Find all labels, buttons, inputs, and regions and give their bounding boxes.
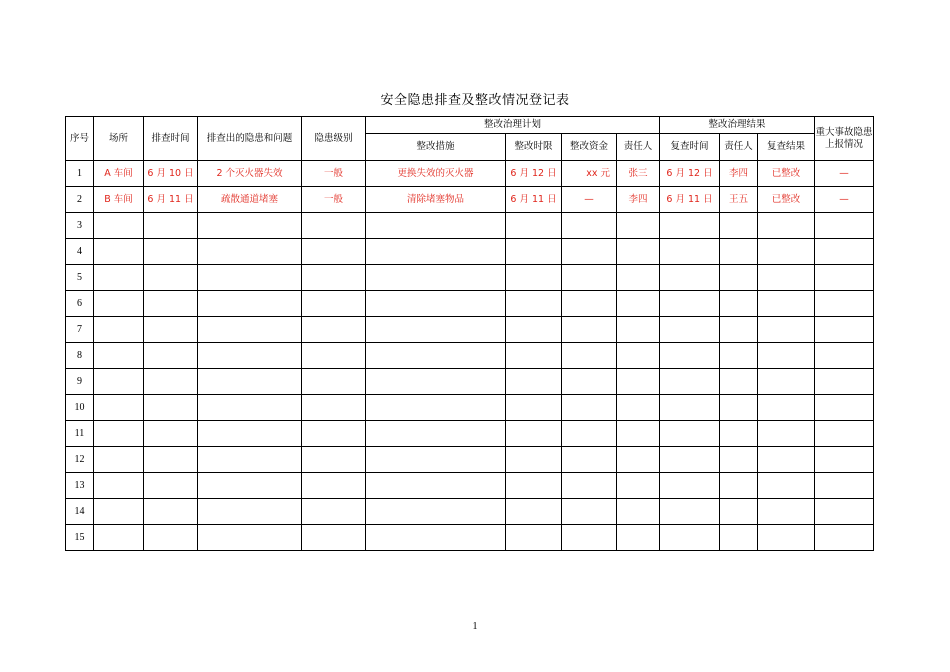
cell-check-time — [144, 421, 198, 447]
cell-funds: — — [562, 187, 617, 213]
table-body — [66, 161, 874, 551]
table-row — [66, 447, 874, 473]
cell-responsible — [617, 369, 660, 395]
cell-recheck-result: 已整改 — [758, 187, 815, 213]
cell-responsible — [617, 213, 660, 239]
cell-deadline: 6 月 12 日 — [506, 161, 562, 187]
table-row — [66, 265, 874, 291]
cell-recheck-time — [660, 343, 720, 369]
header-recheck-result: 复查结果 — [758, 134, 815, 161]
cell-level — [302, 473, 366, 499]
cell-recheck-result — [758, 213, 815, 239]
cell-check-time — [144, 395, 198, 421]
cell-responsible — [617, 447, 660, 473]
cell-recheck-time — [660, 499, 720, 525]
cell-major-report — [815, 213, 874, 239]
cell-check-time — [144, 239, 198, 265]
table-row — [66, 239, 874, 265]
cell-major-report — [815, 265, 874, 291]
cell-place: A 车间 — [94, 161, 144, 187]
cell-level: 一般 — [302, 187, 366, 213]
header-responsible: 责任人 — [617, 134, 660, 161]
page-number: 1 — [472, 621, 478, 632]
cell-funds — [562, 265, 617, 291]
cell-place — [94, 369, 144, 395]
cell-seq: 10 — [66, 395, 94, 421]
cell-funds — [562, 421, 617, 447]
cell-seq: 15 — [66, 525, 94, 551]
cell-responsible: 张三 — [617, 161, 660, 187]
cell-responsible: 李四 — [617, 187, 660, 213]
cell-deadline — [506, 473, 562, 499]
cell-check-time: 6 月 10 日 — [144, 161, 198, 187]
cell-recheck-time — [660, 317, 720, 343]
table-row — [66, 161, 874, 187]
cell-recheck-result — [758, 239, 815, 265]
cell-measures — [366, 525, 506, 551]
cell-recheck-time — [660, 369, 720, 395]
cell-major-report: — — [815, 161, 874, 187]
cell-measures — [366, 291, 506, 317]
document-title: 安全隐患排查及整改情况登记表 — [380, 93, 570, 108]
cell-check-time — [144, 213, 198, 239]
cell-seq: 13 — [66, 473, 94, 499]
cell-major-report — [815, 291, 874, 317]
cell-level — [302, 291, 366, 317]
cell-place — [94, 265, 144, 291]
cell-responsible — [617, 239, 660, 265]
cell-responsible — [617, 499, 660, 525]
cell-major-report — [815, 317, 874, 343]
cell-level — [302, 525, 366, 551]
header-major-report: 重大事故隐患上报情况 — [815, 117, 874, 161]
cell-recheck-time: 6 月 11 日 — [660, 187, 720, 213]
cell-major-report — [815, 447, 874, 473]
cell-major-report — [815, 473, 874, 499]
cell-level — [302, 239, 366, 265]
cell-hazard — [198, 473, 302, 499]
cell-place: B 车间 — [94, 187, 144, 213]
cell-place — [94, 447, 144, 473]
table-row — [66, 395, 874, 421]
header-measures: 整改措施 — [366, 134, 506, 161]
cell-hazard: 疏散通道堵塞 — [198, 187, 302, 213]
cell-recheck-responsible — [720, 317, 758, 343]
header-hazard: 排查出的隐患和问题 — [198, 117, 302, 161]
cell-recheck-responsible — [720, 447, 758, 473]
cell-measures — [366, 395, 506, 421]
cell-major-report — [815, 395, 874, 421]
cell-deadline — [506, 265, 562, 291]
cell-hazard — [198, 265, 302, 291]
cell-measures — [366, 421, 506, 447]
cell-recheck-time — [660, 473, 720, 499]
cell-funds — [562, 291, 617, 317]
table-row — [66, 369, 874, 395]
cell-recheck-time — [660, 395, 720, 421]
cell-seq: 2 — [66, 187, 94, 213]
cell-measures — [366, 317, 506, 343]
cell-responsible — [617, 265, 660, 291]
cell-recheck-responsible — [720, 421, 758, 447]
cell-check-time — [144, 291, 198, 317]
cell-recheck-result — [758, 291, 815, 317]
cell-seq: 8 — [66, 343, 94, 369]
table-row — [66, 499, 874, 525]
cell-measures: 更换失效的灭火器 — [366, 161, 506, 187]
cell-measures — [366, 265, 506, 291]
header-level: 隐患级别 — [302, 117, 366, 161]
cell-responsible — [617, 473, 660, 499]
table-row — [66, 343, 874, 369]
cell-place — [94, 499, 144, 525]
cell-major-report — [815, 525, 874, 551]
cell-responsible — [617, 317, 660, 343]
cell-seq: 14 — [66, 499, 94, 525]
cell-recheck-result — [758, 421, 815, 447]
cell-check-time — [144, 499, 198, 525]
cell-funds — [562, 343, 617, 369]
cell-major-report — [815, 239, 874, 265]
cell-hazard — [198, 343, 302, 369]
cell-check-time — [144, 473, 198, 499]
cell-recheck-result — [758, 499, 815, 525]
cell-measures — [366, 499, 506, 525]
cell-deadline — [506, 395, 562, 421]
cell-recheck-responsible: 李四 — [720, 161, 758, 187]
header-funds: 整改资金 — [562, 134, 617, 161]
header-check-time: 排查时间 — [144, 117, 198, 161]
header-seq: 序号 — [66, 117, 94, 161]
cell-deadline — [506, 291, 562, 317]
cell-recheck-responsible — [720, 291, 758, 317]
table-row — [66, 187, 874, 213]
cell-seq: 3 — [66, 213, 94, 239]
cell-hazard — [198, 369, 302, 395]
cell-major-report — [815, 369, 874, 395]
cell-measures — [366, 213, 506, 239]
cell-funds — [562, 369, 617, 395]
table-row — [66, 473, 874, 499]
cell-funds — [562, 213, 617, 239]
cell-recheck-responsible — [720, 239, 758, 265]
cell-seq: 4 — [66, 239, 94, 265]
table-row — [66, 421, 874, 447]
cell-hazard: 2 个灭火器失效 — [198, 161, 302, 187]
cell-check-time — [144, 447, 198, 473]
cell-measures: 清除堵塞物品 — [366, 187, 506, 213]
cell-deadline — [506, 525, 562, 551]
cell-funds — [562, 395, 617, 421]
cell-check-time — [144, 317, 198, 343]
cell-recheck-time — [660, 525, 720, 551]
cell-hazard — [198, 239, 302, 265]
cell-recheck-time: 6 月 12 日 — [660, 161, 720, 187]
cell-place — [94, 291, 144, 317]
cell-recheck-result — [758, 473, 815, 499]
header-place: 场所 — [94, 117, 144, 161]
cell-seq: 1 — [66, 161, 94, 187]
cell-measures — [366, 343, 506, 369]
cell-place — [94, 473, 144, 499]
cell-seq: 9 — [66, 369, 94, 395]
cell-funds: xx 元 — [562, 161, 617, 187]
cell-check-time — [144, 525, 198, 551]
cell-place — [94, 421, 144, 447]
cell-level — [302, 447, 366, 473]
cell-responsible — [617, 421, 660, 447]
cell-funds — [562, 317, 617, 343]
cell-deadline — [506, 213, 562, 239]
cell-recheck-responsible — [720, 473, 758, 499]
cell-deadline — [506, 447, 562, 473]
cell-seq: 12 — [66, 447, 94, 473]
cell-hazard — [198, 395, 302, 421]
cell-recheck-time — [660, 421, 720, 447]
cell-major-report — [815, 499, 874, 525]
cell-level — [302, 317, 366, 343]
header-recheck-time: 复查时间 — [660, 134, 720, 161]
cell-recheck-result — [758, 317, 815, 343]
cell-place — [94, 343, 144, 369]
cell-level: 一般 — [302, 161, 366, 187]
cell-level — [302, 369, 366, 395]
cell-place — [94, 317, 144, 343]
cell-recheck-responsible — [720, 213, 758, 239]
cell-recheck-responsible — [720, 369, 758, 395]
header-deadline: 整改时限 — [506, 134, 562, 161]
cell-recheck-time — [660, 239, 720, 265]
cell-deadline: 6 月 11 日 — [506, 187, 562, 213]
cell-deadline — [506, 317, 562, 343]
cell-deadline — [506, 343, 562, 369]
cell-recheck-result — [758, 343, 815, 369]
table-row — [66, 525, 874, 551]
cell-seq: 7 — [66, 317, 94, 343]
cell-measures — [366, 239, 506, 265]
cell-deadline — [506, 499, 562, 525]
cell-hazard — [198, 525, 302, 551]
header-plan-group: 整改治理计划 — [366, 117, 660, 134]
cell-recheck-time — [660, 213, 720, 239]
cell-hazard — [198, 421, 302, 447]
cell-funds — [562, 525, 617, 551]
cell-funds — [562, 499, 617, 525]
cell-deadline — [506, 369, 562, 395]
cell-responsible — [617, 291, 660, 317]
cell-level — [302, 343, 366, 369]
cell-check-time — [144, 265, 198, 291]
cell-level — [302, 421, 366, 447]
table-row — [66, 213, 874, 239]
cell-major-report — [815, 343, 874, 369]
cell-recheck-time — [660, 265, 720, 291]
cell-recheck-responsible: 王五 — [720, 187, 758, 213]
cell-hazard — [198, 447, 302, 473]
cell-funds — [562, 473, 617, 499]
header-recheck-responsible: 责任人 — [720, 134, 758, 161]
cell-seq: 11 — [66, 421, 94, 447]
hazard-register-table — [65, 116, 874, 551]
cell-recheck-time — [660, 291, 720, 317]
cell-hazard — [198, 499, 302, 525]
cell-check-time — [144, 343, 198, 369]
cell-funds — [562, 239, 617, 265]
cell-deadline — [506, 239, 562, 265]
cell-level — [302, 213, 366, 239]
cell-seq: 6 — [66, 291, 94, 317]
table-row — [66, 317, 874, 343]
cell-major-report: — — [815, 187, 874, 213]
cell-level — [302, 499, 366, 525]
cell-recheck-result — [758, 265, 815, 291]
cell-seq: 5 — [66, 265, 94, 291]
cell-recheck-responsible — [720, 265, 758, 291]
cell-place — [94, 213, 144, 239]
cell-place — [94, 239, 144, 265]
cell-level — [302, 395, 366, 421]
cell-hazard — [198, 317, 302, 343]
cell-hazard — [198, 291, 302, 317]
header-result-group: 整改治理结果 — [660, 117, 815, 134]
cell-recheck-responsible — [720, 395, 758, 421]
cell-level — [302, 265, 366, 291]
cell-measures — [366, 447, 506, 473]
cell-check-time — [144, 369, 198, 395]
cell-recheck-result — [758, 395, 815, 421]
cell-recheck-result — [758, 447, 815, 473]
cell-check-time: 6 月 11 日 — [144, 187, 198, 213]
table-row — [66, 291, 874, 317]
cell-recheck-result — [758, 369, 815, 395]
cell-recheck-responsible — [720, 343, 758, 369]
cell-recheck-time — [660, 447, 720, 473]
cell-major-report — [815, 421, 874, 447]
cell-responsible — [617, 395, 660, 421]
cell-recheck-result — [758, 525, 815, 551]
cell-recheck-responsible — [720, 525, 758, 551]
cell-measures — [366, 473, 506, 499]
cell-recheck-responsible — [720, 499, 758, 525]
cell-recheck-result: 已整改 — [758, 161, 815, 187]
header-row-top — [66, 117, 874, 134]
cell-hazard — [198, 213, 302, 239]
cell-deadline — [506, 421, 562, 447]
cell-place — [94, 525, 144, 551]
cell-place — [94, 395, 144, 421]
cell-responsible — [617, 343, 660, 369]
cell-responsible — [617, 525, 660, 551]
cell-measures — [366, 369, 506, 395]
cell-funds — [562, 447, 617, 473]
